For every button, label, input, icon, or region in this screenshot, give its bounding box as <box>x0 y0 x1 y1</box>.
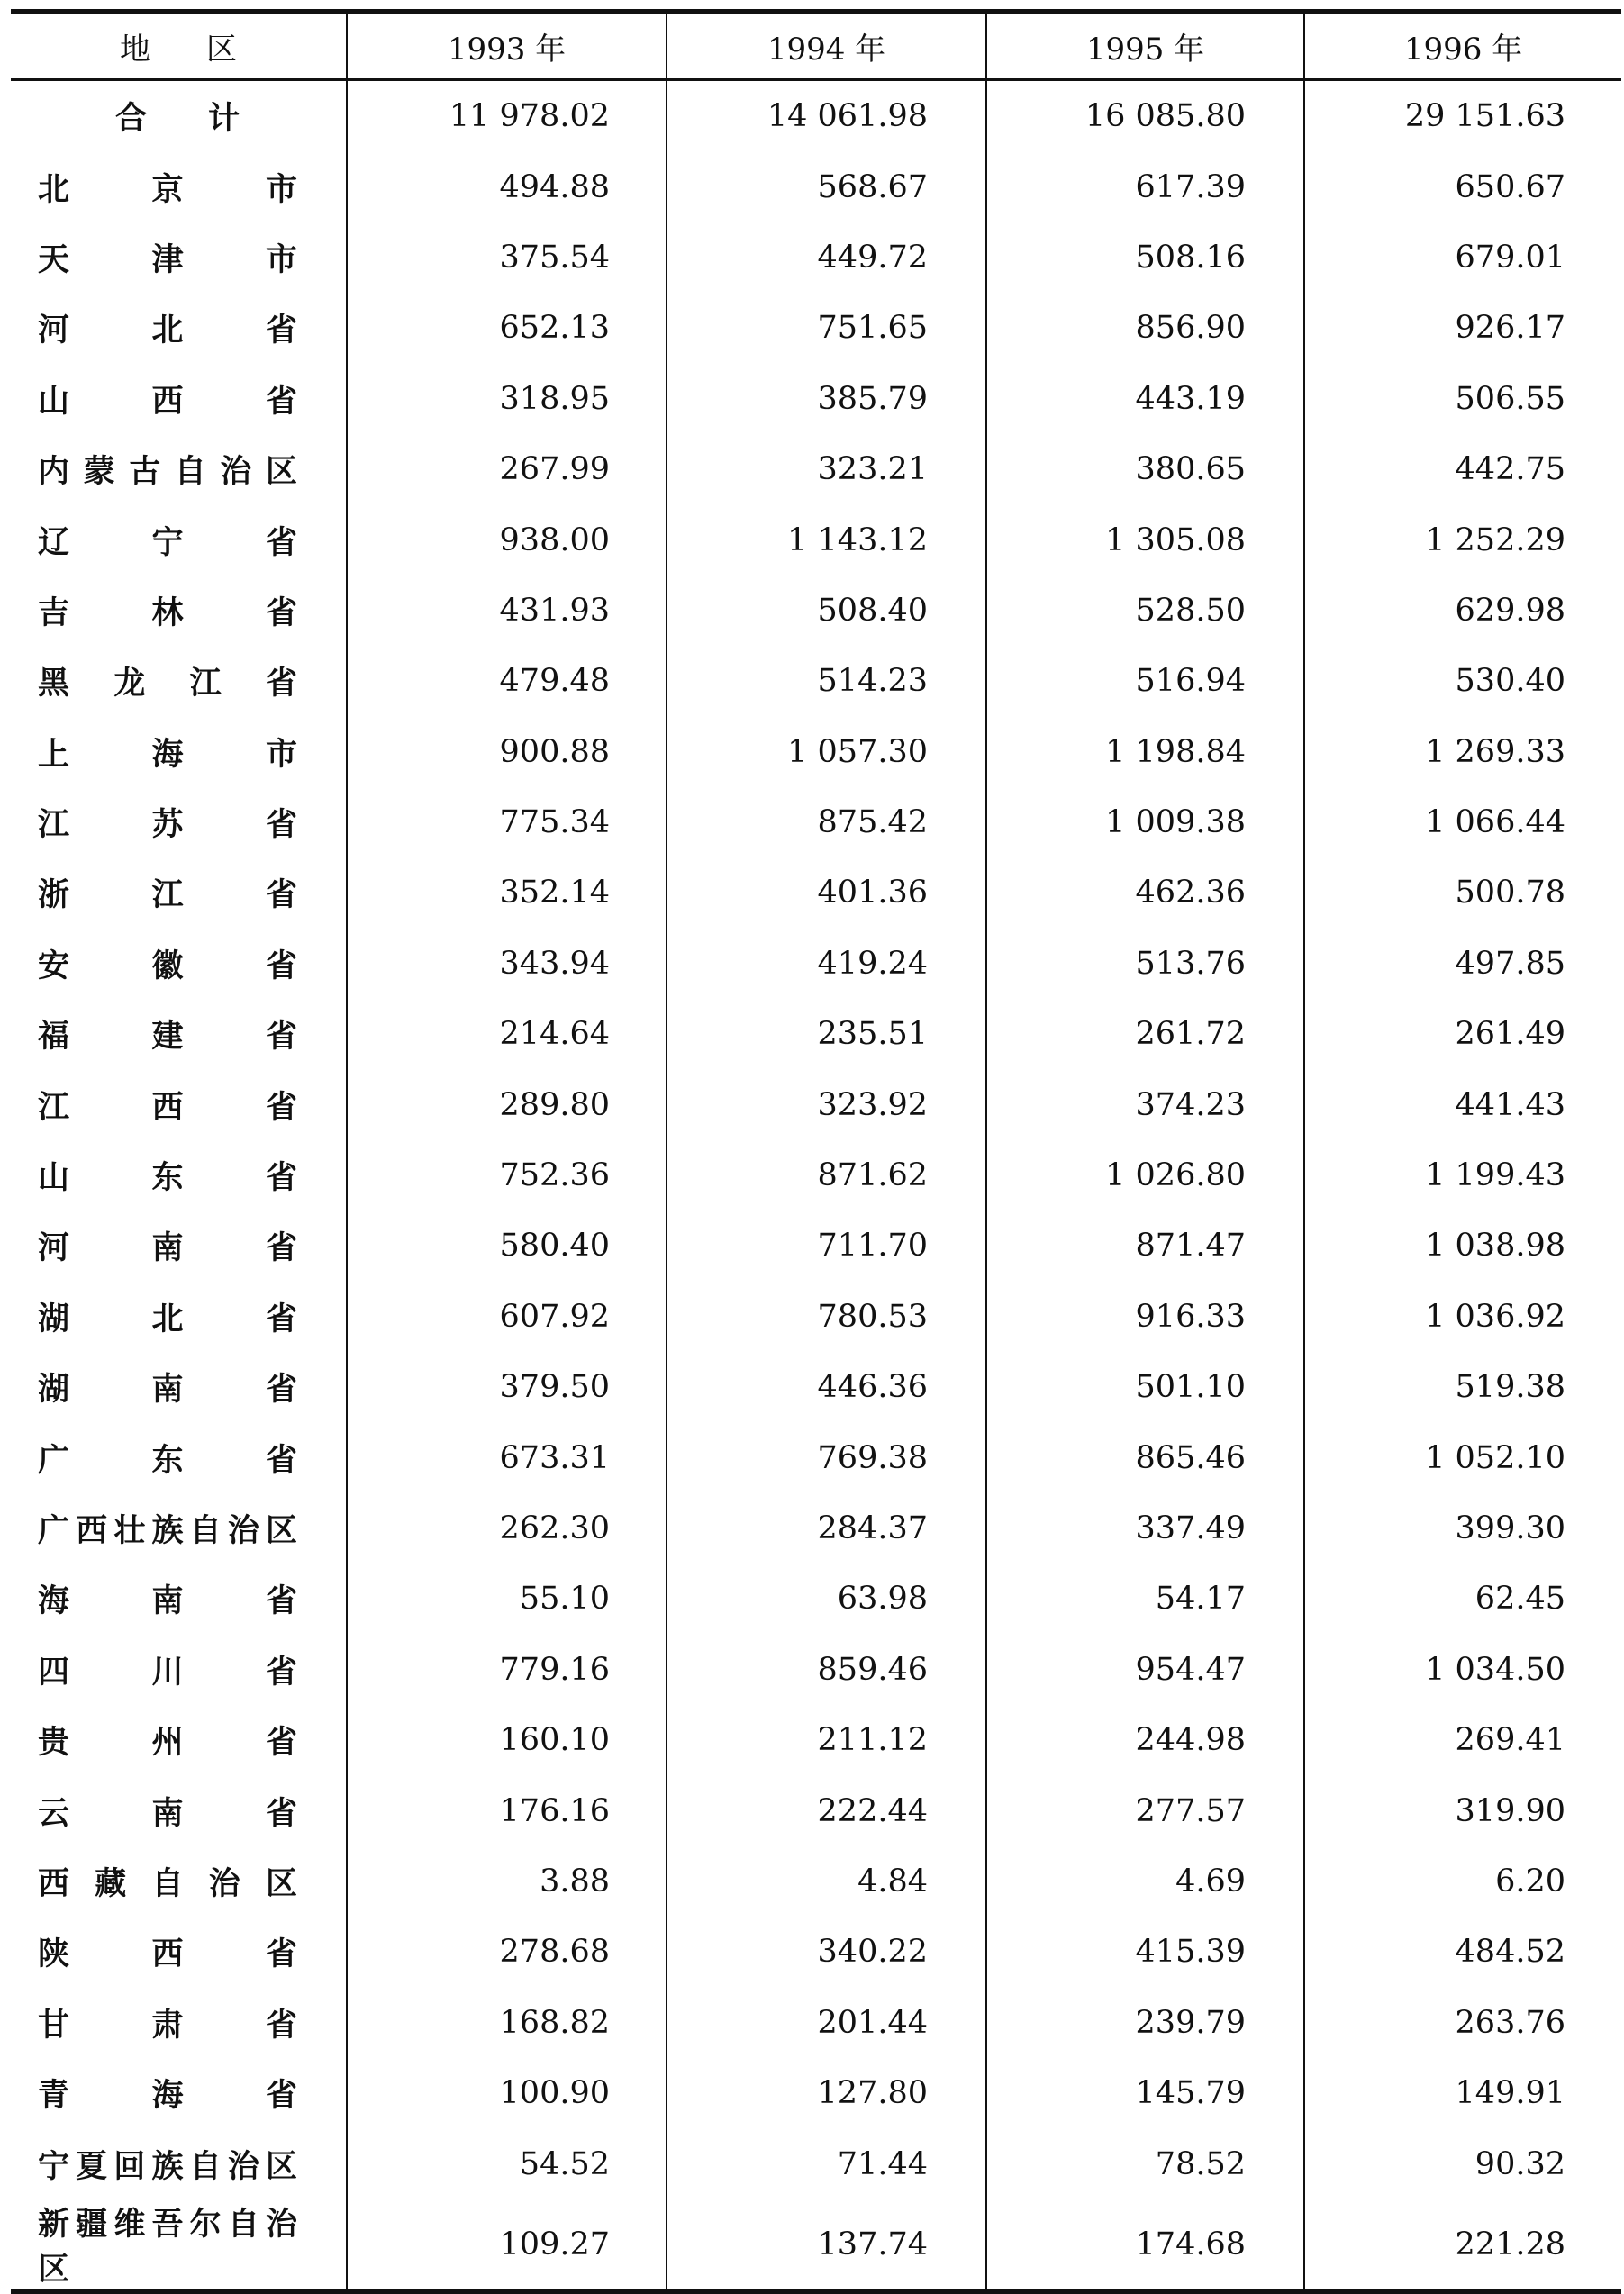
region-name: 天津市 <box>38 240 299 278</box>
region-cell <box>11 929 347 999</box>
value-cell: 1 066.44 <box>1304 787 1621 857</box>
value-cell: 769.38 <box>667 1422 986 1492</box>
table-row <box>11 2058 1621 2128</box>
value-cell: 149.91 <box>1304 2058 1621 2128</box>
value-cell: 54.52 <box>347 2128 667 2199</box>
table-row <box>11 1988 1621 2058</box>
value-cell: 109.27 <box>347 2199 667 2292</box>
value-cell: 145.79 <box>986 2058 1304 2128</box>
column-header-1996: 1996 年 <box>1304 12 1621 80</box>
value-cell: 513.76 <box>986 929 1304 999</box>
table-row <box>11 646 1621 716</box>
value-cell: 176.16 <box>347 1775 667 1845</box>
value-cell: 462.36 <box>986 857 1304 928</box>
table-row <box>11 1493 1621 1564</box>
value-cell: 137.74 <box>667 2199 986 2292</box>
region-cell <box>11 1917 347 1987</box>
value-cell: 4.84 <box>667 1846 986 1917</box>
value-cell: 267.99 <box>347 434 667 504</box>
value-cell: 337.49 <box>986 1493 1304 1564</box>
value-cell: 222.44 <box>667 1775 986 1845</box>
value-cell: 497.85 <box>1304 929 1621 999</box>
total-label-cell <box>11 80 347 152</box>
table-row <box>11 1635 1621 1705</box>
region-name: 辽宁省 <box>38 523 299 561</box>
value-cell: 865.46 <box>986 1422 1304 1492</box>
region-cell <box>11 857 347 928</box>
region-name: 青海省 <box>38 2077 299 2115</box>
table-row <box>11 929 1621 999</box>
value-cell: 4.69 <box>986 1846 1304 1917</box>
value-cell: 528.50 <box>986 576 1304 646</box>
regional-data-table <box>11 9 1621 2294</box>
region-cell <box>11 646 347 716</box>
value-cell: 501.10 <box>986 1352 1304 1422</box>
value-cell: 160.10 <box>347 1705 667 1775</box>
region-cell <box>11 1846 347 1917</box>
table-row <box>11 151 1621 222</box>
value-cell: 954.47 <box>986 1635 1304 1705</box>
region-cell <box>11 1422 347 1492</box>
region-cell <box>11 1775 347 1845</box>
value-cell: 494.88 <box>347 151 667 222</box>
region-cell <box>11 434 347 504</box>
value-cell: 90.32 <box>1304 2128 1621 2199</box>
region-name: 上海市 <box>38 735 299 773</box>
value-cell: 284.37 <box>667 1493 986 1564</box>
region-cell <box>11 1352 347 1422</box>
value-cell: 938.00 <box>347 504 667 575</box>
value-cell: 375.54 <box>347 222 667 293</box>
value-cell: 1 269.33 <box>1304 717 1621 787</box>
value-cell: 352.14 <box>347 857 667 928</box>
value-cell: 775.34 <box>347 787 667 857</box>
value-cell: 1 198.84 <box>986 717 1304 787</box>
value-cell: 263.76 <box>1304 1988 1621 2058</box>
value-cell: 431.93 <box>347 576 667 646</box>
region-name: 安徽省 <box>38 947 299 984</box>
value-cell: 856.90 <box>986 293 1304 363</box>
region-name: 山东省 <box>38 1159 299 1197</box>
value-cell: 629.98 <box>1304 576 1621 646</box>
table-row <box>11 1352 1621 1422</box>
region-name: 福建省 <box>38 1018 299 1056</box>
column-header-1994: 1994 年 <box>667 12 986 80</box>
value-cell: 751.65 <box>667 293 986 363</box>
value-cell: 63.98 <box>667 1564 986 1634</box>
region-name: 山西省 <box>38 382 299 420</box>
value-cell: 516.94 <box>986 646 1304 716</box>
value-cell: 211.12 <box>667 1705 986 1775</box>
region-cell <box>11 364 347 434</box>
value-cell: 235.51 <box>667 999 986 1069</box>
region-cell <box>11 1282 347 1352</box>
region-cell <box>11 1705 347 1775</box>
value-cell: 318.95 <box>347 364 667 434</box>
region-name: 浙江省 <box>38 876 299 914</box>
column-header-1995: 1995 年 <box>986 12 1304 80</box>
value-cell: 871.47 <box>986 1210 1304 1281</box>
region-name: 新疆维吾尔自治区 <box>38 2205 299 2288</box>
region-name: 江西省 <box>38 1088 299 1126</box>
region-cell <box>11 1493 347 1564</box>
region-cell <box>11 1140 347 1210</box>
value-cell: 269.41 <box>1304 1705 1621 1775</box>
region-name: 北京市 <box>38 170 299 208</box>
value-cell: 262.30 <box>347 1493 667 1564</box>
value-cell: 871.62 <box>667 1140 986 1210</box>
value-cell: 323.21 <box>667 434 986 504</box>
region-name: 内蒙古自治区 <box>38 453 299 491</box>
region-cell <box>11 999 347 1069</box>
table-row <box>11 2199 1621 2292</box>
table-row <box>11 1705 1621 1775</box>
value-cell: 1 199.43 <box>1304 1140 1621 1210</box>
value-cell: 343.94 <box>347 929 667 999</box>
value-cell: 900.88 <box>347 717 667 787</box>
value-cell: 484.52 <box>1304 1917 1621 1987</box>
region-name: 西藏自治区 <box>38 1864 299 1902</box>
value-cell: 71.44 <box>667 2128 986 2199</box>
value-cell: 1 026.80 <box>986 1140 1304 1210</box>
value-cell: 415.39 <box>986 1917 1304 1987</box>
region-name: 合 计 <box>115 100 241 138</box>
value-cell: 617.39 <box>986 151 1304 222</box>
value-cell: 443.19 <box>986 364 1304 434</box>
value-cell: 500.78 <box>1304 857 1621 928</box>
value-cell: 1 034.50 <box>1304 1635 1621 1705</box>
region-cell <box>11 504 347 575</box>
header-row <box>11 12 1621 80</box>
value-cell: 1 252.29 <box>1304 504 1621 575</box>
value-cell: 926.17 <box>1304 293 1621 363</box>
table-row <box>11 1210 1621 1281</box>
table-row <box>11 1917 1621 1987</box>
value-cell: 78.52 <box>986 2128 1304 2199</box>
value-cell: 277.57 <box>986 1775 1304 1845</box>
region-name: 宁夏回族自治区 <box>38 2147 299 2185</box>
table-row <box>11 2128 1621 2199</box>
value-cell: 568.67 <box>667 151 986 222</box>
value-cell: 374.23 <box>986 1069 1304 1139</box>
value-cell: 261.49 <box>1304 999 1621 1069</box>
region-cell <box>11 1988 347 2058</box>
table-row <box>11 1069 1621 1139</box>
value-cell: 916.33 <box>986 1282 1304 1352</box>
value-cell: 1 038.98 <box>1304 1210 1621 1281</box>
value-cell: 1 052.10 <box>1304 1422 1621 1492</box>
value-cell: 6.20 <box>1304 1846 1621 1917</box>
region-cell <box>11 222 347 293</box>
value-cell: 875.42 <box>667 787 986 857</box>
value-cell: 340.22 <box>667 1917 986 1987</box>
region-name: 云南省 <box>38 1794 299 1832</box>
value-cell: 239.79 <box>986 1988 1304 2058</box>
region-name: 陕西省 <box>38 1936 299 1973</box>
region-name: 广西壮族自治区 <box>38 1512 299 1549</box>
table-row <box>11 434 1621 504</box>
region-cell <box>11 576 347 646</box>
region-cell <box>11 717 347 787</box>
region-cell <box>11 1564 347 1634</box>
value-cell: 446.36 <box>667 1352 986 1422</box>
table-row <box>11 222 1621 293</box>
region-name: 黑龙江省 <box>38 665 299 703</box>
table-row <box>11 999 1621 1069</box>
table-row <box>11 1846 1621 1917</box>
region-name: 贵州省 <box>38 1724 299 1762</box>
region-name: 甘肃省 <box>38 2006 299 2044</box>
column-header-1993: 1993 年 <box>347 12 667 80</box>
value-cell: 514.23 <box>667 646 986 716</box>
value-cell: 385.79 <box>667 364 986 434</box>
table-row <box>11 1564 1621 1634</box>
region-name: 四川省 <box>38 1653 299 1691</box>
region-cell <box>11 2199 347 2292</box>
value-cell: 859.46 <box>667 1635 986 1705</box>
value-cell: 399.30 <box>1304 1493 1621 1564</box>
value-cell: 1 036.92 <box>1304 1282 1621 1352</box>
value-cell: 673.31 <box>347 1422 667 1492</box>
table-row <box>11 1140 1621 1210</box>
table-row <box>11 576 1621 646</box>
region-name: 海南省 <box>38 1582 299 1620</box>
value-cell: 780.53 <box>667 1282 986 1352</box>
table-row <box>11 1775 1621 1845</box>
value-cell: 607.92 <box>347 1282 667 1352</box>
region-cell <box>11 1210 347 1281</box>
value-cell: 29 151.63 <box>1304 80 1621 152</box>
table-row <box>11 364 1621 434</box>
value-cell: 54.17 <box>986 1564 1304 1634</box>
region-name: 河北省 <box>38 312 299 349</box>
value-cell: 449.72 <box>667 222 986 293</box>
value-cell: 508.16 <box>986 222 1304 293</box>
value-cell: 1 057.30 <box>667 717 986 787</box>
value-cell: 14 061.98 <box>667 80 986 152</box>
region-cell <box>11 1635 347 1705</box>
value-cell: 174.68 <box>986 2199 1304 2292</box>
value-cell: 261.72 <box>986 999 1304 1069</box>
value-cell: 289.80 <box>347 1069 667 1139</box>
value-cell: 580.40 <box>347 1210 667 1281</box>
table-row <box>11 1282 1621 1352</box>
value-cell: 1 143.12 <box>667 504 986 575</box>
value-cell: 323.92 <box>667 1069 986 1139</box>
column-header-region: 地 区 <box>11 12 347 80</box>
region-cell <box>11 293 347 363</box>
value-cell: 519.38 <box>1304 1352 1621 1422</box>
value-cell: 168.82 <box>347 1988 667 2058</box>
value-cell: 244.98 <box>986 1705 1304 1775</box>
value-cell: 3.88 <box>347 1846 667 1917</box>
value-cell: 278.68 <box>347 1917 667 1987</box>
value-cell: 711.70 <box>667 1210 986 1281</box>
region-cell <box>11 151 347 222</box>
value-cell: 530.40 <box>1304 646 1621 716</box>
region-name: 湖南省 <box>38 1371 299 1409</box>
region-name: 广东省 <box>38 1441 299 1479</box>
value-cell: 11 978.02 <box>347 80 667 152</box>
value-cell: 479.48 <box>347 646 667 716</box>
value-cell: 779.16 <box>347 1635 667 1705</box>
region-name: 湖北省 <box>38 1300 299 1337</box>
table-row <box>11 80 1621 152</box>
table-row <box>11 787 1621 857</box>
table-row <box>11 857 1621 928</box>
value-cell: 100.90 <box>347 2058 667 2128</box>
table-body <box>11 80 1621 2292</box>
value-cell: 55.10 <box>347 1564 667 1634</box>
value-cell: 62.45 <box>1304 1564 1621 1634</box>
value-cell: 1 009.38 <box>986 787 1304 857</box>
region-cell <box>11 1069 347 1139</box>
region-cell <box>11 2058 347 2128</box>
region-name: 河南省 <box>38 1229 299 1267</box>
table-row <box>11 717 1621 787</box>
value-cell: 441.43 <box>1304 1069 1621 1139</box>
value-cell: 379.50 <box>347 1352 667 1422</box>
value-cell: 419.24 <box>667 929 986 999</box>
value-cell: 319.90 <box>1304 1775 1621 1845</box>
value-cell: 16 085.80 <box>986 80 1304 152</box>
table-row <box>11 293 1621 363</box>
value-cell: 221.28 <box>1304 2199 1621 2292</box>
region-cell <box>11 787 347 857</box>
region-name: 吉林省 <box>38 594 299 631</box>
value-cell: 508.40 <box>667 576 986 646</box>
value-cell: 127.80 <box>667 2058 986 2128</box>
table-row <box>11 504 1621 575</box>
value-cell: 650.67 <box>1304 151 1621 222</box>
table-header <box>11 12 1621 80</box>
value-cell: 506.55 <box>1304 364 1621 434</box>
value-cell: 214.64 <box>347 999 667 1069</box>
value-cell: 380.65 <box>986 434 1304 504</box>
region-cell <box>11 2128 347 2199</box>
value-cell: 401.36 <box>667 857 986 928</box>
value-cell: 1 305.08 <box>986 504 1304 575</box>
value-cell: 201.44 <box>667 1988 986 2058</box>
data-table-page <box>11 9 1621 2294</box>
region-name: 江苏省 <box>38 806 299 844</box>
value-cell: 442.75 <box>1304 434 1621 504</box>
value-cell: 679.01 <box>1304 222 1621 293</box>
value-cell: 752.36 <box>347 1140 667 1210</box>
table-row <box>11 1422 1621 1492</box>
value-cell: 652.13 <box>347 293 667 363</box>
